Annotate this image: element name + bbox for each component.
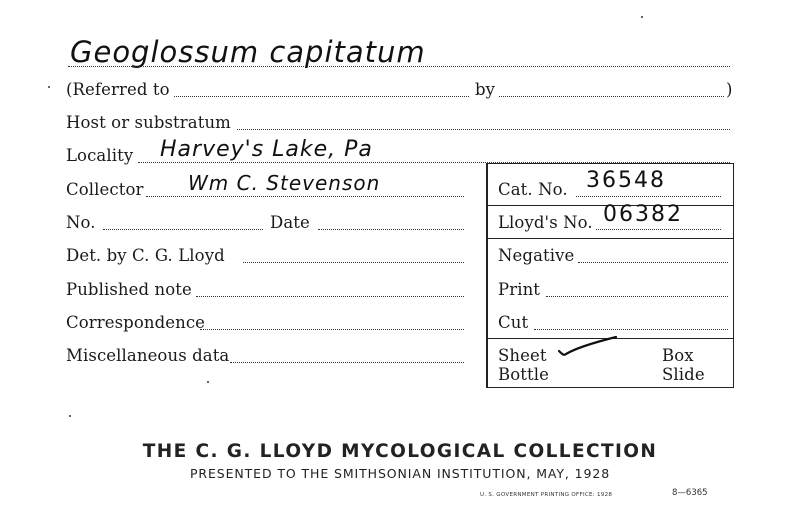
scan-speck [207, 381, 209, 383]
collection-title: THE C. G. LLOYD MYCOLOGICAL COLLECTION [142, 441, 658, 462]
host-line [237, 129, 730, 130]
by-label: by [475, 80, 496, 99]
lloyds-no-value: 06382 [603, 202, 683, 227]
correspondence-line [200, 329, 464, 330]
scan-speck [48, 86, 50, 88]
no-label: No. [66, 213, 96, 232]
negative-line [578, 262, 728, 263]
cut-label: Cut [498, 313, 529, 332]
correspondence-label: Correspondence [66, 313, 206, 332]
published-note-label: Published note [66, 280, 192, 299]
form-number: 8—6365 [672, 488, 708, 498]
slide-label: Slide [662, 365, 705, 384]
box-rule [486, 238, 733, 239]
date-label: Date [270, 213, 310, 232]
collector-line [146, 196, 464, 197]
det-by-label: Det. by C. G. Lloyd [66, 246, 225, 265]
misc-line [230, 362, 464, 363]
cut-line [534, 329, 728, 330]
lloyds-no-line [596, 229, 721, 230]
published-note-line [196, 296, 464, 297]
close-paren: ) [726, 80, 733, 99]
negative-label: Negative [498, 246, 575, 265]
print-line [546, 296, 728, 297]
referred-to-label: (Referred to [66, 80, 170, 99]
presentation-note: PRESENTED TO THE SMITHSONIAN INSTITUTION, MAY, 1928 [189, 466, 611, 481]
species-name: Geoglossum capitatum [70, 35, 426, 69]
scan-speck [641, 16, 643, 18]
no-line [103, 229, 263, 230]
collector-value: Wm C. Stevenson [188, 171, 381, 195]
locality-label: Locality [66, 146, 134, 165]
by-line [499, 96, 724, 97]
scan-speck [69, 415, 71, 417]
sheet-label: Sheet [498, 346, 547, 365]
referred-to-line [174, 96, 469, 97]
date-line [318, 229, 464, 230]
printing-office-note: U. S. GOVERNMENT PRINTING OFFICE: 1928 [480, 492, 613, 498]
lloyds-no-label: Lloyd's No. [498, 213, 593, 232]
print-label: Print [498, 280, 541, 299]
host-label: Host or substratum [66, 113, 231, 132]
locality-value: Harvey's Lake, Pa [160, 137, 373, 162]
cat-no-label: Cat. No. [498, 180, 568, 199]
cat-no-value: 36548 [586, 168, 666, 193]
box-label: Box [662, 346, 694, 365]
species-line [68, 66, 730, 67]
collector-label: Collector [66, 180, 144, 199]
misc-label: Miscellaneous data [66, 346, 230, 365]
cat-no-line [576, 196, 721, 197]
det-by-line [243, 262, 464, 263]
checkmark-icon [556, 334, 620, 360]
bottle-label: Bottle [498, 365, 549, 384]
